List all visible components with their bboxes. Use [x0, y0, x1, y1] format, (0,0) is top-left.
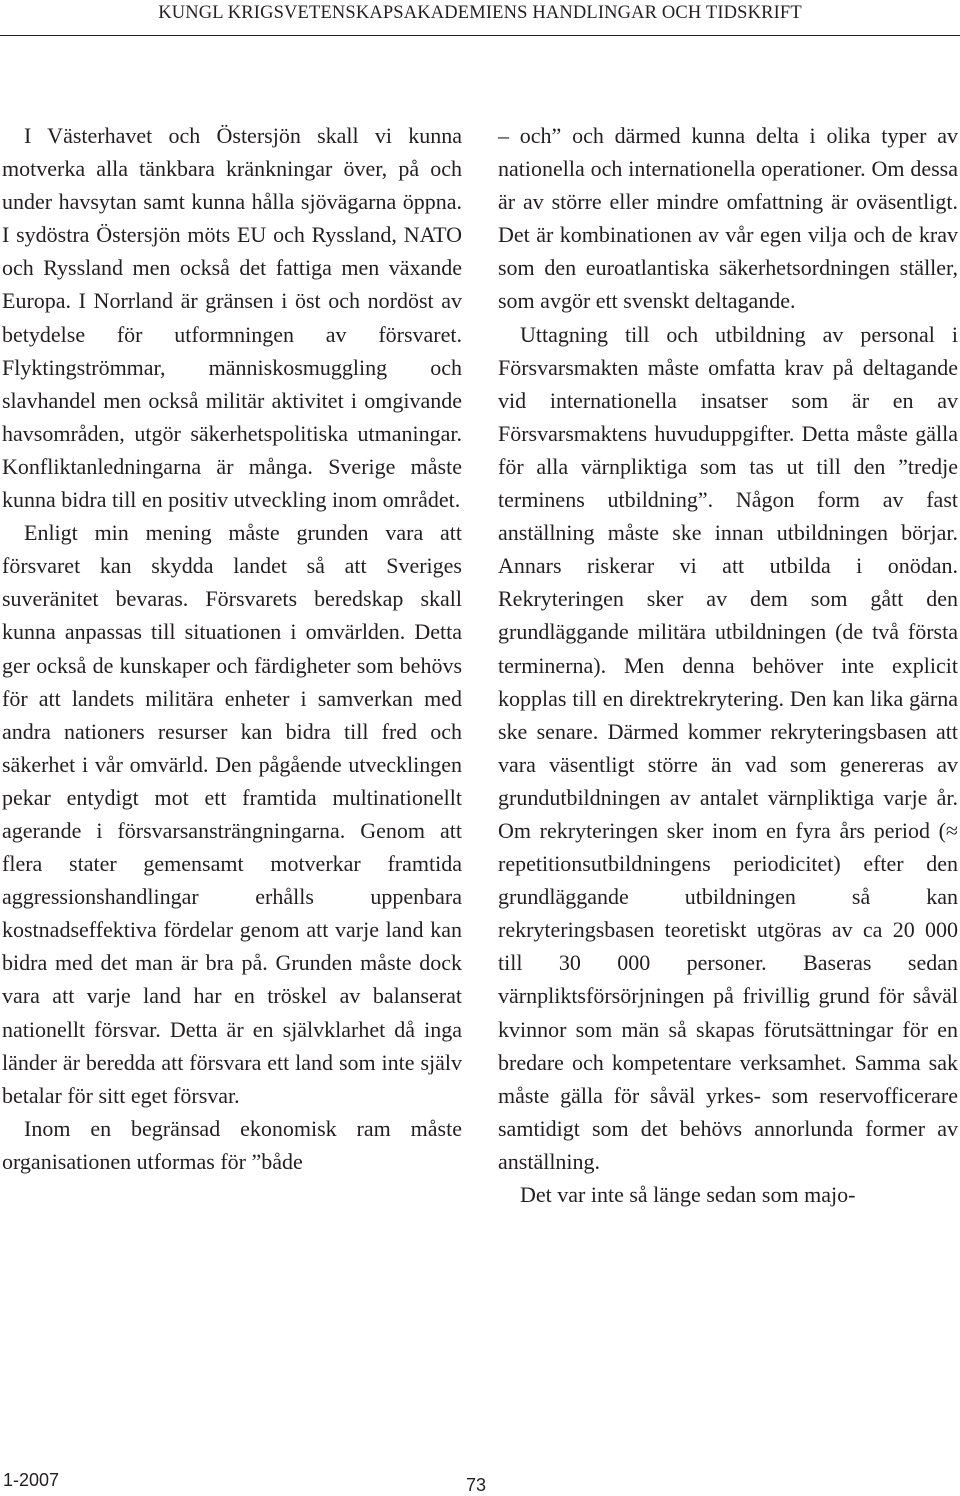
left-column [2, 119, 462, 1178]
running-header [0, 0, 960, 36]
paragraph: Uttagning till och utbildning av personal i Försvarsmakten måste omfatta krav på deltagande vid internationella insatser som är en av Försvarsmaktens huvuduppgifter. Detta måste gälla för alla värnpliktiga som tas ut till den ”tredje terminens utbildning”. Någon form av fast anställning måste ske innan utbildningen börjar. Annars riskerar vi att utbilda i onödan. Rekryteringen sker av dem som gått den grundläggande militära utbildningen (de två första terminerna). Men denna behöver inte explicit kopplas till en direktrekrytering. Den kan lika gärna ske senare. Därmed kommer rekryteringsbasen att vara väsentligt större än vad som genereras av grundutbildningen av antalet värnpliktiga varje år. Om rekryteringen sker inom en fyra års period (≈ repetitionsutbildningens periodicitet) efter den grundläggande utbildningen så kan rekryteringsbasen teoretiskt utgöras av ca 20 000 till 30 000 personer. Baseras sedan värnpliktsförsörjningen på frivillig grund för såväl kvinnor som män så skapas förutsättningar för en bredare och kompetentare verksamhet. Samma sak måste gälla för såväl yrkes- som reservofficerare samtidigt som det behövs annorlunda former av anställning. [498, 321, 958, 1174]
paragraph: Inom en begränsad ekonomisk ram måste organisationen utformas för ”både [2, 1115, 462, 1174]
page-number: 73 [466, 1475, 487, 1495]
paragraph: I Västerhavet och Östersjön skall vi kunna motverka alla tänkbara kränkningar över, på och under havsytan samt kunna hålla sjövägarna öppna. I sydöstra Östersjön möts EU och Ryssland, NATO och Ryssland men också det fattiga men växande Europa. I Norrland är gränsen i öst och nordöst av betydelse för utformningen av försvaret. Flyktingströmmar, människosmuggling och slavhandel men också militär aktivitet i omgivande havsområden, utgör säkerhetspolitiska utmaningar. Konfliktanledningarna är många. Sverige måste kunna bidra till en positiv utveckling inom området. [2, 123, 462, 513]
paragraph: – och” och därmed kunna delta i olika typer av nationella och internationella operationer. Om dessa är av större eller mindre omfattning är oväsentligt. Det är kombinationen av vår egen vilja och de krav som den euroatlantiska säkerhetsordningen ställer, som avgör ett svenskt deltagande. [498, 123, 958, 314]
right-column [498, 119, 958, 1211]
paragraph: Det var inte så länge sedan som majo- [520, 1182, 856, 1207]
paragraph: Enligt min mening måste grunden vara att försvaret kan skydda landet så att Sveriges suveränitet bevaras. Försvarets beredskap skall kunna anpassas till situationen i omvärlden. Detta ger också de kunskaper och färdigheter som behövs för att landets militära enheter i samverkan med andra nationers resurser kan bidra till fred och säkerhet i vår omvärld. Den pågående utvecklingen pekar entydigt mot ett framtida multinationellt agerande i försvarsansträngningarna. Genom att flera stater gemensamt motverkar framtida aggressionshandlingar erhålls uppenbara kostnadseffektiva fördelar genom att varje land kan bidra med det man är bra på. Grunden måste dock vara att varje land har en tröskel av balanserat nationellt försvar. Detta är en självklarhet då inga länder är beredda att försvara ett land som inte själv betalar för sitt eget försvar. [2, 520, 462, 1108]
issue-number: 1-2007 [3, 1470, 60, 1490]
journal-title: KUNGL KRIGSVETENSKAPSAKADEMIENS HANDLINGAR OCH TIDSKRIFT [158, 3, 802, 23]
